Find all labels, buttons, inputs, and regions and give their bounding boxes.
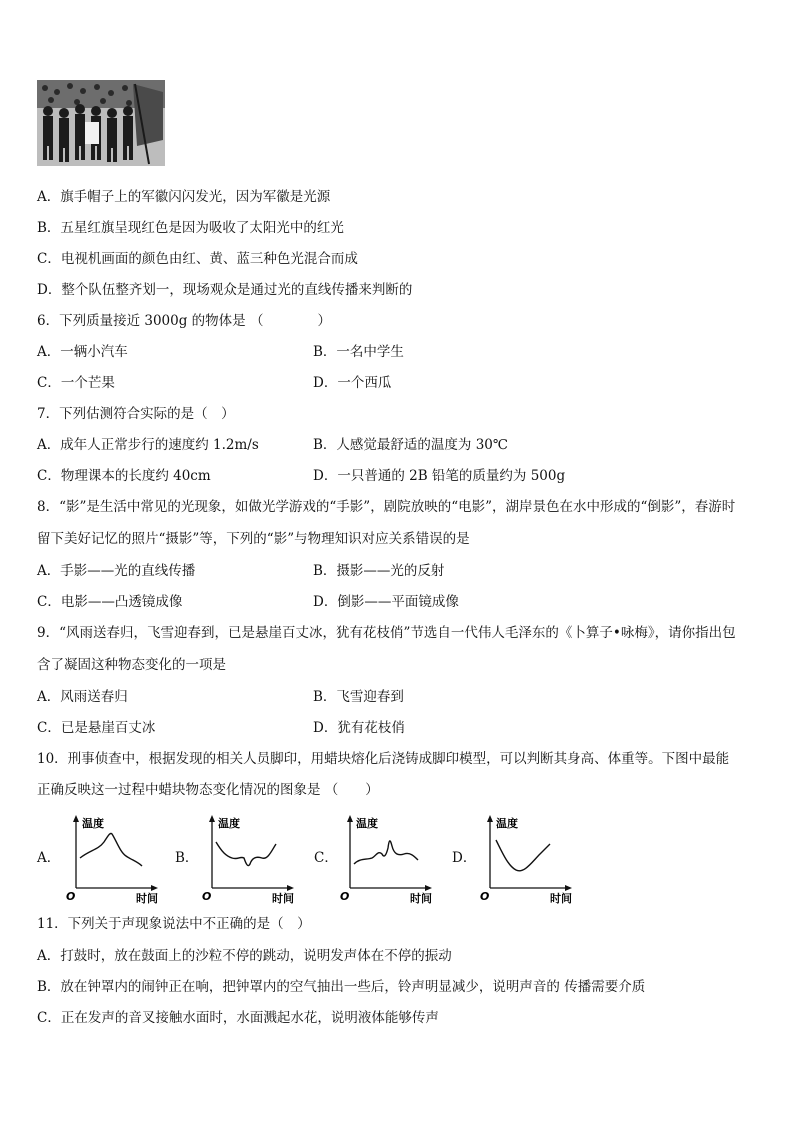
x-arrow (287, 885, 294, 891)
y-arrow (209, 815, 215, 822)
q6-option-d: D．一个西瓜 (313, 375, 392, 391)
q10-stem-line1: 10．刑事侦查中，根据发现的相关人员脚印，用蜡块熔化后浇铸成脚印模型，可以判断其身高、体重等。下图中最能 (37, 751, 730, 767)
parade-photo (37, 80, 165, 166)
q6-option-b: B．一名中学生 (313, 344, 404, 360)
q11-option-b: B．放在钟罩内的闹钟正在响，把钟罩内的空气抽出一些后，铃声明显减少，说明声音的 传播需要介质 (37, 979, 646, 995)
x-axis-label: 时间 (550, 892, 572, 904)
q7-option-b: B．人感觉最舒适的温度为 30℃ (313, 437, 508, 453)
q8-option-d: D．倒影——平面镜成像 (313, 594, 459, 610)
q8-stem-line2: 留下美好记忆的照片“摄影”等，下列的“影”与物理知识对应关系错误的是 (37, 531, 470, 547)
y-axis-label: 温度 (218, 817, 240, 830)
x-axis-label: 时间 (136, 892, 158, 904)
y-axis-label: 温度 (496, 817, 518, 830)
curve (496, 840, 550, 871)
q10-graph-d (476, 812, 576, 904)
origin-label: O (340, 890, 350, 903)
q6-option-a: A．一辆小汽车 (37, 344, 128, 360)
origin-label: O (480, 890, 490, 903)
q11-option-c: C．正在发声的音叉接触水面时，水面溅起水花，说明液体能够传声 (37, 1010, 439, 1026)
curve (216, 842, 276, 866)
q5-option-d: D．整个队伍整齐划一，现场观众是通过光的直线传播来判断的 (37, 282, 413, 298)
q5-option-a: A．旗手帽子上的军徽闪闪发光，因为军徽是光源 (37, 189, 331, 205)
y-arrow (487, 815, 493, 822)
x-arrow (565, 885, 572, 891)
origin-label: O (66, 890, 76, 903)
x-axis-label: 时间 (272, 892, 294, 904)
q11-stem: 11．下列关于声现象说法中不正确的是（ ） (37, 916, 311, 932)
y-arrow (347, 815, 353, 822)
q10-graph-label-d: D． (452, 850, 477, 866)
q8-stem-line1: 8．“影”是生活中常见的光现象，如做光学游戏的“手影”，剧院放映的“电影”，湖岸景色在水中形成的“倒影”，春游时 (37, 499, 736, 515)
q7-option-d: D．一只普通的 2B 铅笔的质量约为 500g (313, 468, 566, 484)
q7-option-c: C．物理课本的长度约 40cm (37, 468, 211, 484)
q7-option-a: A．成年人正常步行的速度约 1.2m/s (37, 437, 259, 453)
origin-label: O (202, 890, 212, 903)
q10-graph-a (62, 812, 162, 904)
q5-option-c: C．电视机画面的颜色由红、黄、蓝三种色光混合而成 (37, 251, 358, 267)
q6-option-c: C．一个芒果 (37, 375, 115, 391)
q9-option-b: B．飞雪迎春到 (313, 689, 404, 705)
q9-option-a: A．风雨送春归 (37, 689, 128, 705)
q6-stem: 6．下列质量接近 3000g 的物体是 （ ） (37, 313, 331, 329)
q9-stem-line2: 含了凝固这种物态变化的一项是 (37, 657, 226, 673)
y-arrow (73, 815, 79, 822)
q8-option-a: A．手影——光的直线传播 (37, 563, 196, 579)
q8-option-b: B．摄影——光的反射 (313, 563, 445, 579)
curve (80, 833, 142, 866)
curve (354, 841, 418, 864)
q8-option-c: C．电影——凸透镜成像 (37, 594, 183, 610)
q7-stem: 7．下列估测符合实际的是（ ） (37, 406, 235, 422)
q9-option-c: C．已是悬崖百丈冰 (37, 720, 156, 736)
q10-stem-line2: 正确反映这一过程中蜡块物态变化情况的图象是 （ ） (37, 782, 379, 798)
q5-option-b: B．五星红旗呈现红色是因为吸收了太阳光中的红光 (37, 220, 344, 236)
q10-graph-label-b: B． (175, 850, 199, 866)
q10-graph-b (198, 812, 298, 904)
y-axis-label: 温度 (356, 817, 378, 830)
x-arrow (151, 885, 158, 891)
x-arrow (425, 885, 432, 891)
q9-option-d: D．犹有花枝俏 (313, 720, 405, 736)
q10-graph-label-a: A． (37, 850, 61, 866)
q10-graph-c (336, 812, 436, 904)
q11-option-a: A．打鼓时，放在鼓面上的沙粒不停的跳动，说明发声体在不停的振动 (37, 948, 452, 964)
q9-stem-line1: 9．“风雨送春归，飞雪迎春到，已是悬崖百丈冰，犹有花枝俏”节选自一代伟人毛泽东的《卜算子•咏梅》，请你指出包 (37, 625, 736, 641)
y-axis-label: 温度 (82, 817, 104, 830)
q10-graph-label-c: C． (314, 850, 338, 866)
x-axis-label: 时间 (410, 892, 432, 904)
